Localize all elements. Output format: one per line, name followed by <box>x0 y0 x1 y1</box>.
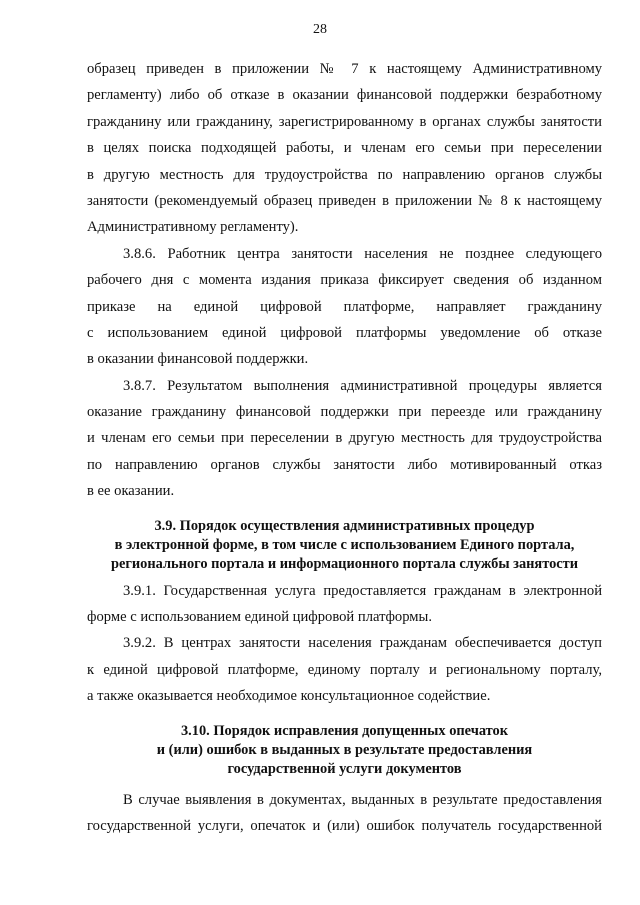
section-heading-3-10 <box>87 722 602 779</box>
section-heading-3-9 <box>87 517 602 574</box>
text-line: 3.9.1. Государственная услуга предоставляется гражданам в электронной <box>123 582 602 599</box>
text-line: к единой цифровой платформе, единому порталу и региональному порталу, <box>87 661 602 678</box>
heading-line: государственной услуги документов <box>227 760 462 777</box>
text-line: приказе на единой цифровой платформе, направляет гражданину <box>87 298 602 315</box>
heading-line: 3.10. Порядок исправления допущенных опечаток <box>180 722 509 739</box>
text-line: регламенту) либо об отказе в оказании финансовой поддержки безработному <box>87 87 602 104</box>
heading-line: и (или) ошибок в выданных в результате предоставления <box>156 741 533 758</box>
text-line: занятости (рекомендуемый образец приведен в приложении № 8 к настоящему <box>87 192 602 209</box>
heading-line: 3.9. Порядок осуществления административных процедур <box>154 517 535 534</box>
text-line: образец приведен в приложении № 7 к настоящему Административному <box>87 61 602 77</box>
text-line: 3.8.6. Работник центра занятости населения не позднее следующего <box>123 245 602 262</box>
heading-line: регионального портала и информационного портала службы занятости <box>110 555 579 572</box>
paragraph-continuation <box>87 56 602 241</box>
text-line: в другую местность для трудоустройства по направлению органов службы <box>87 166 602 183</box>
heading-line: в электронной форме, в том числе с использованием Единого портала, <box>114 536 575 553</box>
text-line: в оказании финансовой поддержки. <box>87 351 309 368</box>
text-line: В случае выявления в документах, выданных в результате предоставления <box>123 791 602 808</box>
text-line: 3.8.7. Результатом выполнения административной процедуры является <box>123 377 602 394</box>
text-line: а также оказывается необходимое консультационное содействие. <box>87 688 491 705</box>
paragraph-3-8-6 <box>87 241 602 373</box>
paragraph-3-8-7 <box>87 373 602 505</box>
paragraph-3-9-2 <box>87 630 602 709</box>
paragraph-3-9-1 <box>87 578 602 631</box>
text-line: рабочего дня с момента издания приказа фиксирует сведения об изданном <box>87 272 602 289</box>
text-line: Административному регламенту). <box>87 219 299 236</box>
text-line: государственной услуги, опечаток и (или) ошибок получатель государственной <box>87 817 602 834</box>
text-line: в ее оказании. <box>87 483 175 500</box>
page-number: 28 <box>313 22 327 37</box>
document-body <box>87 56 602 839</box>
text-line: и членам его семьи при переселении в другую местность для трудоустройства <box>87 430 602 447</box>
text-line: форме с использованием единой цифровой платформы. <box>87 609 432 626</box>
text-line: 3.9.2. В центрах занятости населения гражданам обеспечивается доступ <box>123 635 602 652</box>
text-line: в целях поиска подходящей работы, и членам его семьи при переселении <box>87 140 602 157</box>
text-line: гражданину или гражданину, зарегистрированному в органах службы занятости <box>87 113 602 130</box>
text-line: по направлению органов службы занятости либо мотивированный отказ <box>87 456 602 473</box>
text-line: оказание гражданину финансовой поддержки при переезде или гражданину <box>87 404 602 421</box>
text-line: с использованием единой цифровой платформы уведомление об отказе <box>87 324 602 341</box>
paragraph-3-10 <box>87 787 602 840</box>
